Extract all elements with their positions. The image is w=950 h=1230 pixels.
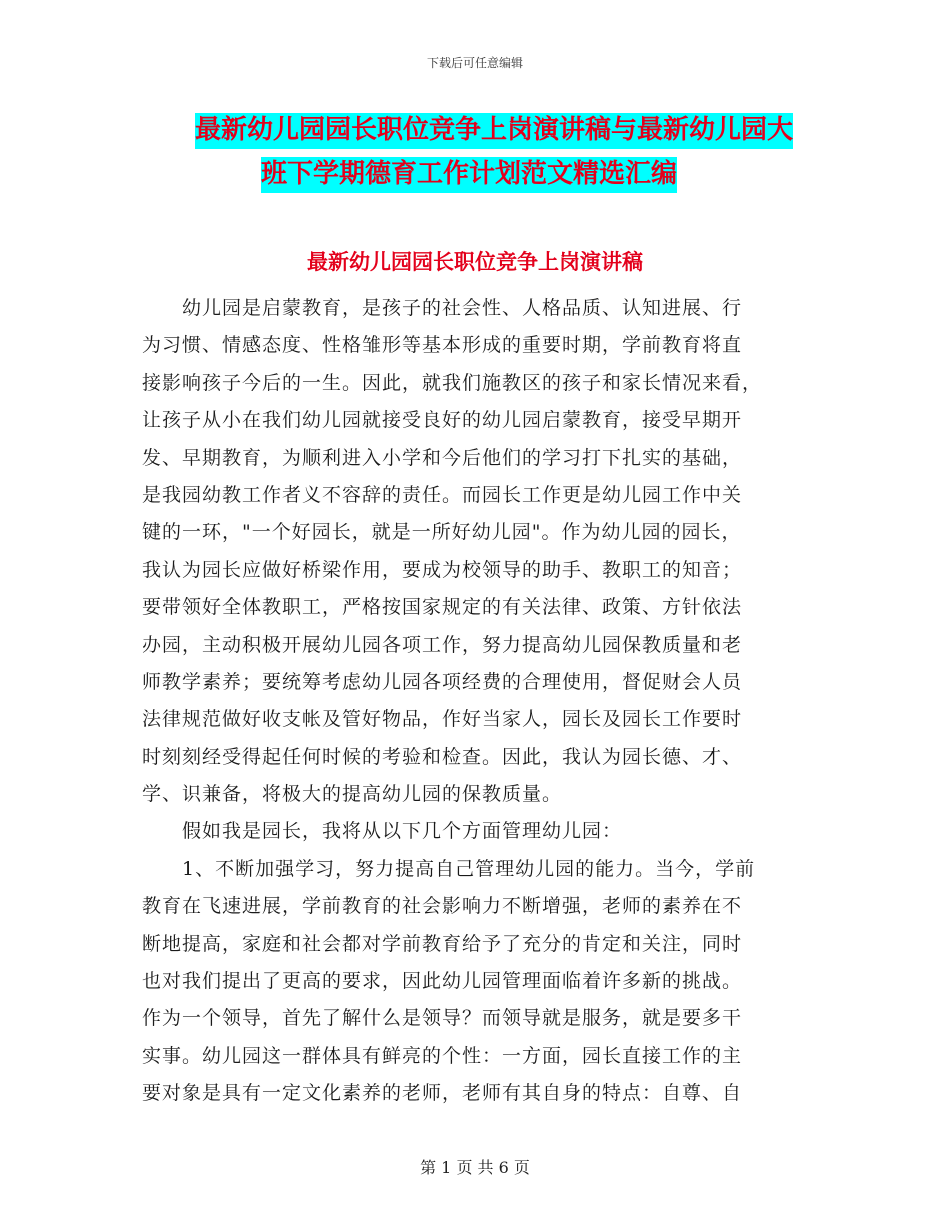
body-line: 为习惯、情感态度、性格雏形等基本形成的重要时期，学前教育将直 — [142, 334, 743, 357]
body-line: 时刻刻经受得起任何时候的考验和检查。因此，我认为园长德、才、 — [142, 745, 743, 768]
body-line: 要带领好全体教职工，严格按国家规定的有关法律、政策、方针依法 — [142, 596, 743, 619]
title-highlight: 班下学期德育工作计划范文精选汇编 — [261, 157, 677, 193]
body-line: 是我园幼教工作者义不容辞的责任。而园长工作更是幼儿园工作中关 — [142, 483, 743, 506]
page-header-note: 下载后可任意编辑 — [426, 56, 523, 70]
body-line: 假如我是园长，我将从以下几个方面管理幼儿园： — [142, 820, 623, 843]
body-line: 作为一个领导，首先了解什么是领导？而领导就是服务，就是要多干 — [142, 1007, 743, 1030]
body-line: 师教学素养；要统筹考虑幼儿园各项经费的合理使用，督促财会人员 — [142, 670, 743, 693]
page-footer: 第 1 页 共 6 页 — [420, 1158, 530, 1177]
body-line: 要对象是具有一定文化素养的老师，老师有其自身的特点：自尊、自 — [142, 1082, 743, 1105]
body-line: 键的一环，"一个好园长，就是一所好幼儿园"。作为幼儿园的园长， — [142, 521, 742, 544]
body-line: 也对我们提出了更高的要求，因此幼儿园管理面临着许多新的挑战。 — [142, 970, 743, 993]
body-line: 让孩子从小在我们幼儿园就接受良好的幼儿园启蒙教育，接受早期开 — [142, 409, 743, 432]
title-highlight: 最新幼儿园园长职位竞争上岗演讲稿与最新幼儿园大 — [195, 113, 793, 149]
body-line: 教育在飞速进展，学前教育的社会影响力不断增强，老师的素养在不 — [142, 895, 743, 918]
document-title-line-2 — [145, 152, 815, 196]
body-line: 幼儿园是启蒙教育，是孩子的社会性、人格品质、认知进展、行 — [142, 297, 743, 319]
document-title-line-1 — [145, 108, 815, 152]
body-line: 学、识兼备，将极大的提高幼儿园的保教质量。 — [142, 783, 563, 806]
body-line: 1、不断加强学习，努力提高自己管理幼儿园的能力。当今，学前 — [142, 857, 756, 880]
body-line: 发、早期教育，为顺利进入小学和今后他们的学习打下扎实的基础， — [142, 446, 743, 469]
document-title — [145, 108, 815, 196]
body-line: 断地提高，家庭和社会都对学前教育给予了充分的肯定和关注，同时 — [142, 932, 743, 955]
body-line: 接影响孩子今后的一生。因此，就我们施教区的孩子和家长情况来看， — [142, 371, 763, 394]
body-line: 我认为园长应做好桥梁作用，要成为校领导的助手、教职工的知音； — [142, 558, 743, 581]
body-text — [142, 290, 810, 1113]
section-title: 最新幼儿园园长职位竞争上岗演讲稿 — [307, 250, 643, 274]
body-line: 法律规范做好收支帐及管好物品，作好当家人，园长及园长工作要时 — [142, 708, 743, 731]
body-line: 办园，主动积极开展幼儿园各项工作，努力提高幼儿园保教质量和老 — [142, 633, 743, 656]
body-line: 实事。幼儿园这一群体具有鲜亮的个性：一方面，园长直接工作的主 — [142, 1044, 743, 1067]
